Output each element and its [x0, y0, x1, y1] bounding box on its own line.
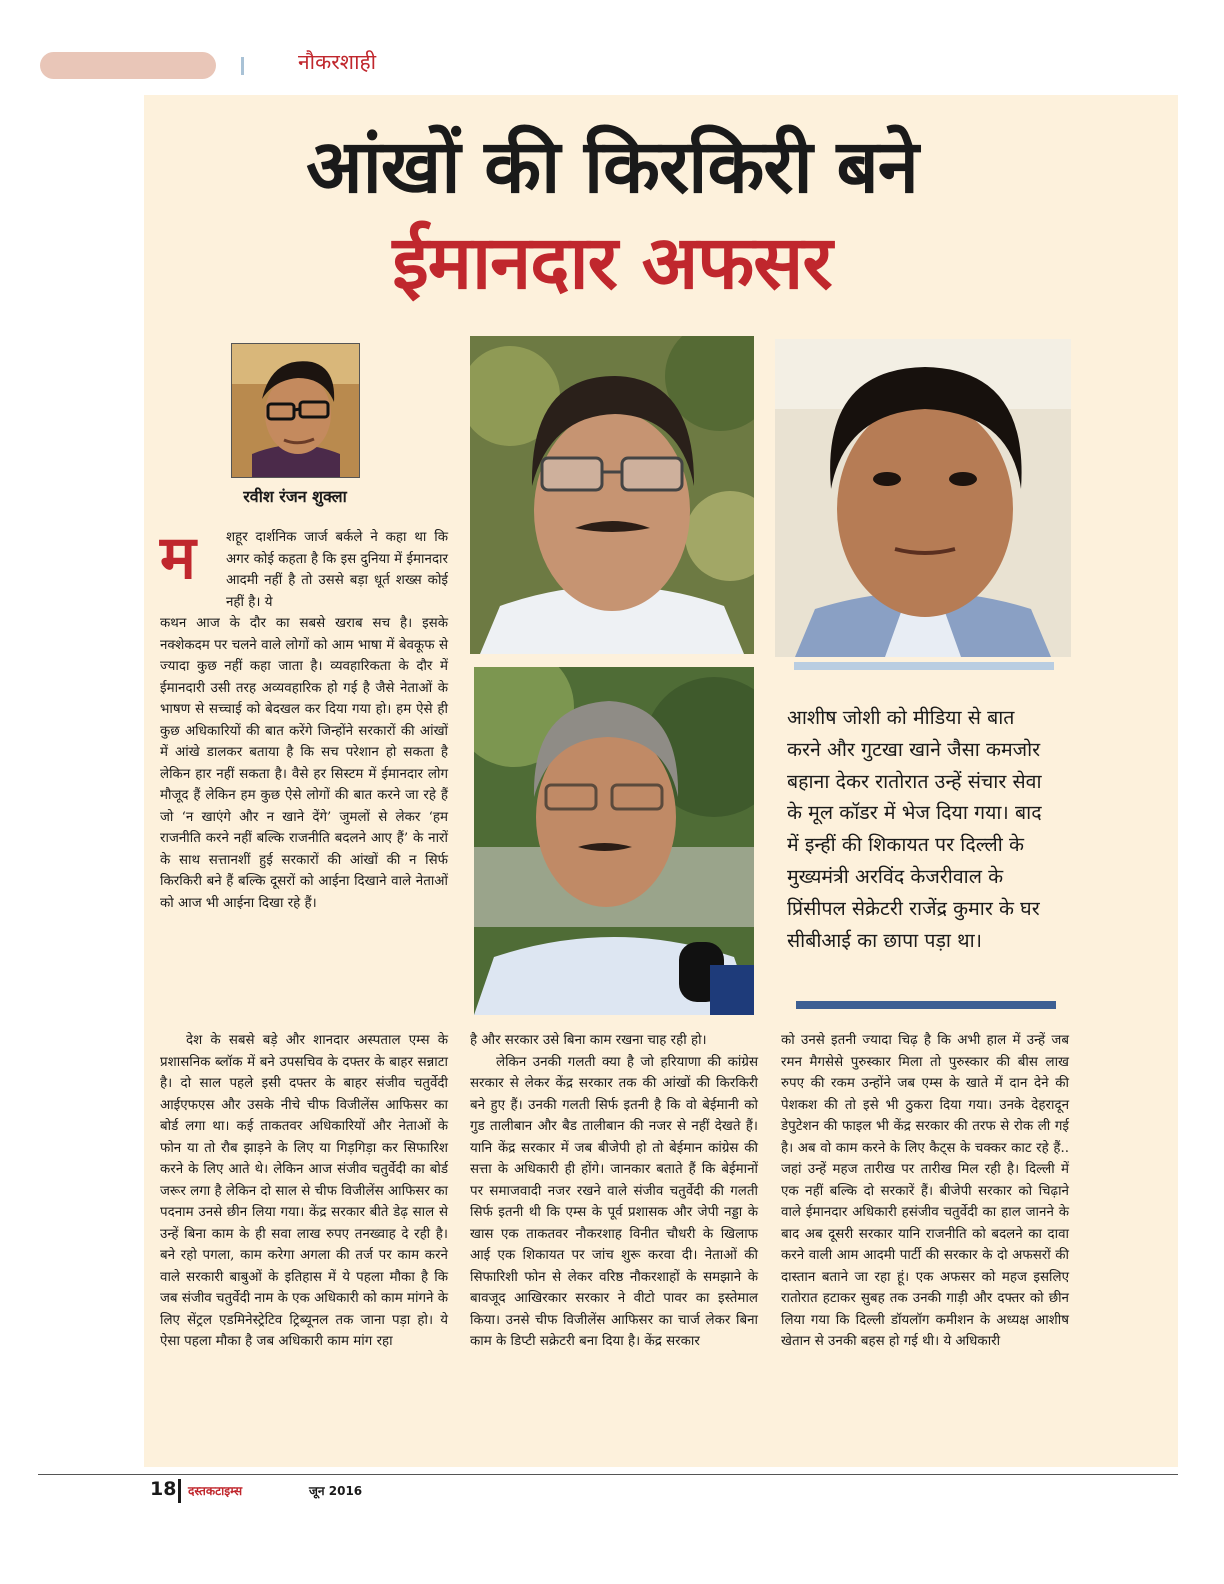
paragraph-2: देश के सबसे बड़े और शानदार अस्पताल एम्स के प्रशासनिक ब्लॉक में बने उपसचिव के दफ्तर के बाहर सन्नाटा है। दो साल पहले इसी दफ्तर के बाहर संजीव चतुर्वेदी आईएफएस और उसके नीचे चीफ विजीलेंस आफिसर का बोर्ड लगा था। कई ताकतवर अधिकारियों और नेताओं के फोन या तो रौब झाड़ने के लिए या गिड़गिड़ा कर सिफारिश करने के लिए आते थे। लेकिन आज संजीव चतुर्वेदी का बोर्ड जरूर लगा है लेकिन दो साल से चीफ विजीलेंस आफिसर का पदनाम उनसे छीन लिया गया। केंद्र सरकार बीते डेढ़ साल से उन्हें बिना काम के ही सवा लाख रुपए तनख्वाह दे रही है। बने रहो पगला, काम करेगा अगला की तर्ज पर काम करने वाले सरकारी बाबुओं के इतिहास में ये पहला मौका है कि जब संजीव चतुर्वेदी नाम के एक अधिकारी को काम मांगने के लिए सेंट्रल एडमिनेस्ट्रेटिव ट्रिब्यूनल तक जाना पड़ा हो। ये ऐसा पहला मौका है जब अधिकारी काम मांग रहा — [160, 1033, 448, 1349]
photo-official-2 — [775, 339, 1071, 657]
photo-official-3 — [474, 667, 754, 1015]
article-column-1-upper — [160, 613, 448, 914]
footer-separator — [178, 1479, 181, 1503]
pullquote-top-bar — [794, 662, 1054, 670]
opening-paragraph: शहूर दार्शनिक जार्ज बर्कले ने कहा था कि अगर कोई कहता है कि इस दुनिया में ईमानदार आदमी नहीं है तो उससे बड़ा धूर्त शख्स कोई नहीं है। ये — [226, 530, 448, 610]
article-column-3 — [781, 1030, 1069, 1353]
pull-quote: आशीष जोशी को मीडिया से बात करने और गुटखा खाने जैसा कमजोर बहाना देकर रातोरात उन्हें संचार सेवा के मूल कॉडर में भेज दिया गया। बाद में इन्हीं की शिकायत पर दिल्ली के मुख्यमंत्री अरविंद केजरीवाल के प्रिंसीपल सेक्रेटरी राजेंद्र कुमार के घर सीबीआई का छापा पड़ा था। — [787, 706, 1042, 952]
article-column-2 — [470, 1030, 758, 1353]
drop-cap: म — [160, 523, 196, 593]
photo-official-1 — [470, 336, 754, 654]
author-photo — [231, 343, 360, 478]
article-column-1-lower — [160, 1030, 448, 1353]
header-pill-decoration — [40, 52, 216, 79]
paragraph-4: को उनसे इतनी ज्यादा चिढ़ है कि अभी हाल में उन्हें जब रमन मैगसेसे पुरुस्कार मिला तो पुरुस्कार की बीस लाख रुपए की रकम उन्होंने जब एम्स के खाते में दान देने की पेशकश की तो इसे भी ठुकरा दिया गया। उनके देहरादून डेपुटेशन की फाइल भी केंद्र सरकार की तरफ से रोक ली गई है। अब वो काम करने के लिए कैट्स के चक्कर काट रहे हैं.. जहां उन्हें महज तारीख पर तारीख मिल रही है। दिल्ली में एक नहीं बल्कि दो सरकारें हैं। बीजेपी सरकार को चिढ़ाने वाले ईमानदार अधिकारी हसंजीव चतुर्वेदी का हाल जानने के बाद अब दूसरी सरकार यानि राजनीति को बदलने का दावा करने वाली आम आदमी पार्टी की सरकार के दो अफसरों की दास्तान बताने जा रहा हूं। एक अफसर को महज इसलिए रातोरात हटाकर सुबह तक उनकी गाड़ी और दफ्तर को छीन लिया गया कि दिल्ली डॉयलॉग कमीशन के अध्यक्ष आशीष खेतान से उनकी बहस हो गई थी। ये अधिकारी — [781, 1033, 1069, 1349]
article-opening-lines — [226, 527, 448, 613]
header-separator — [241, 57, 244, 75]
pullquote-bottom-bar — [796, 1001, 1056, 1009]
headline-line-2: ईमानदार अफसर — [392, 220, 832, 306]
paragraph-3: लेकिन उनकी गलती क्या है जो हरियाणा की कांग्रेस सरकार से लेकर केंद्र सरकार तक की आंखों की किरकिरी बने हुए हैं। उनकी गलती सिर्फ इतनी है कि वो बेईमानी को गुड तालीबान और बैड तालीबान की नजर से नहीं देखते हैं। यानि केंद्र सरकार में जब बीजेपी हो तो बेईमान कांग्रेस की सत्ता के अधिकारी ही होंगे। जानकार बताते हैं कि बेईमानों पर समाजवादी नजर रखने वाले संजीव चतुर्वेदी की गलती सिर्फ इतनी थी कि एम्स के पूर्व प्रशासक और जेपी नड्डा के खास एक ताकतवर नौकरशाह विनीत चौधरी के खिलाफ आई एक शिकायत पर जांच शुरू करवा दी। नेताओं की सिफारिशी फोन से लेकर वरिष्ठ नौकरशाहों के समझाने के बावजूद आखिरकार सरकार ने वीटो पावर का इस्तेमाल किया। उनसे चीफ विजीलेंस आफिसर का चार्ज लेकर बिना काम के डिप्टी सक्रेटरी बना दिया है। केंद्र सरकार — [470, 1054, 758, 1349]
magazine-name: दस्तकटाइम्स — [188, 1484, 243, 1498]
headline-line-1: आंखों की किरकिरी बने — [306, 124, 918, 210]
paragraph-1: कथन आज के दौर का सबसे खराब सच है। इसके नक्शेकदम पर चलने वाले लोगों को आम भाषा में बेवकूफ से ज्यादा कुछ नहीं कहा जाता है। व्यवहारिकता के दौर में ईमानदारी उसी तरह अव्यवहारिक हो गई है जैसे नेताओं के भाषण से सच्चाई को बेदखल कर दिया गया हो। हम ऐसे ही कुछ अधिकारियों की बात करेंगे जिन्होंने सरकारों की आंखों में आंखे डालकर बताया है कि सच परेशान हो सकता है लेकिन हार नहीं सकता है। वैसे हर सिस्टम में ईमानदार लोग मौजूद हैं लेकिन हम कुछ ऐसे लोगों की बात करने जा रहे हैं जो ‘न खाएंगे और न खाने देंगे’ जुमलों से लेकर ‘हम राजनीति करने नहीं बल्कि राजनीति बदलने आए हैं’ के नारों के साथ सत्तानशीं हुई सरकारों की आंखों की न सिर्फ किरकिरी बने हैं बल्कि दूसरों को आईना दिखाने वाले नेताओं को आज भी आईना दिखा रहे हैं। — [160, 616, 448, 911]
issue-date: जून 2016 — [309, 1484, 363, 1498]
footer-rule — [38, 1474, 1178, 1475]
page-number: 18 — [150, 1478, 177, 1500]
section-label: नौकरशाही — [298, 50, 377, 74]
author-name: रवीश रंजन शुक्ला — [243, 487, 347, 506]
paragraph-2-continued: है और सरकार उसे बिना काम रखना चाह रही हो। — [470, 1033, 707, 1048]
